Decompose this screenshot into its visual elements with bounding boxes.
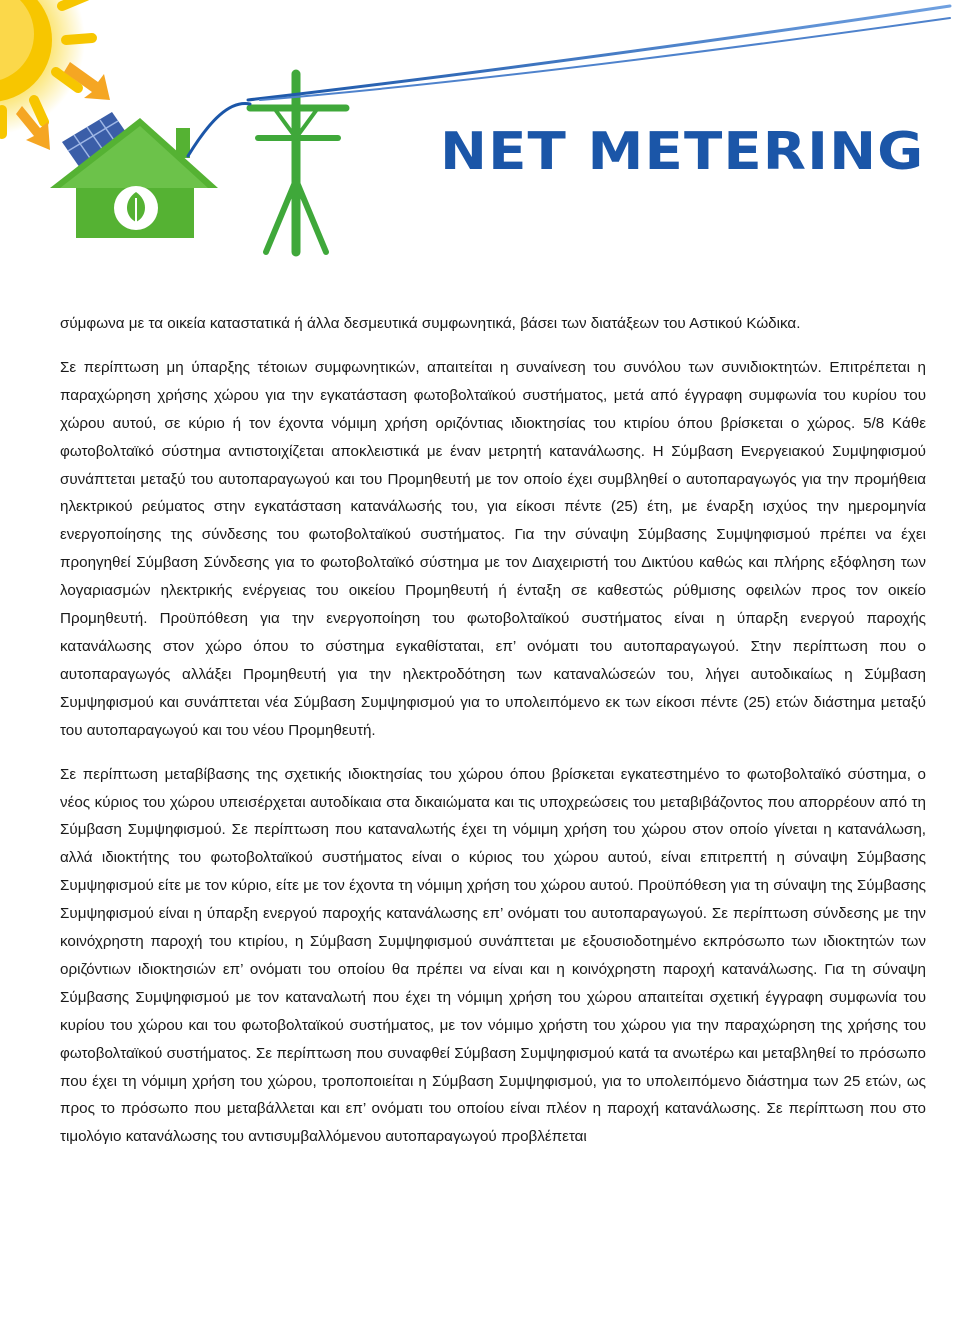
power-pole-icon [250, 74, 346, 252]
logo-title: NET METERING [440, 122, 925, 182]
document-body [60, 310, 926, 1167]
paragraph: σύμφωνα με τα οικεία καταστατικά ή άλλα δεσμευτικά συμφωνητικά, βάσει των διατάξεων του Αστικού Κώδικα. [60, 315, 801, 332]
net-metering-header [0, 0, 960, 260]
sun-icon [0, 0, 92, 135]
paragraph: Σε περίπτωση μεταβίβασης της σχετικής ιδιοκτησίας του χώρου όπου βρίσκεται εγκατεστημένο το φωτοβολταϊκό σύστημα, ο νέος κύριος του χώρου υπεισέρχεται αυτοδίκαια στα δικαιώματα και τις υποχρεώσεις του μεταβιβάζοντος που απορρέουν από τη Σύμβαση Συμψηφισμού. Σε περίπτωση που καταναλωτής έχει τη νόμιμη χρήση του χώρου στον οποίο γίνεται η κατανάλωση, αλλά ιδιοκτήτης του φωτοβολταϊκού συστήματος είναι ο κύριος του χώρου αυτού, είναι επιτρεπτή η σύναψη Σύμβασης Συμψηφισμού είτε με τον κύριο, είτε με τον έχοντα τη νόμιμη χρήση του χώρου αυτού. Προϋπόθεση για τη σύναψη της Σύμβασης Συμψηφισμού είναι η ύπαρξη ενεργού παροχής κατανάλωσης επ’ ονόματι του αυτοπαραγωγού. Σε περίπτωση σύνδεσης με την κοινόχρηστη παροχή του κτιρίου, η Σύμβαση Συμψηφισμού συνάπτεται με εξουσιοδοτημένο εκπρόσωπο των ιδιοκτητών των οριζόντιων ιδιοκτησιών επ’ ονόματι του οποίου θα πρέπει να είναι και η κοινόχρηστη παροχή κατανάλωσης. Για τη σύναψη Σύμβασης Συμψηφισμού με τον καταναλωτή που έχει τη νόμιμη χρήση του χώρου απαιτείται σχετική έγγραφη συμφωνία του κυρίου του χώρου και του φωτοβολταϊκού συστήματος, με τον νόμιμο χρήστη του χώρου για την παραχώρηση της χρήσης του φωτοβολταϊκού συστήματος. Σε περίπτωση που συναφθεί Σύμβαση Συμψηφισμού κατά τα ανωτέρω και μεταβληθεί το πρόσωπο που έχει τη νόμιμη χρήση του χώρου, τροποποιείται η Σύμβαση Συμψηφισμού, για το υπολειπόμενο διάστημα των 25 ετών, ως προς το πρόσωπο που μεταβάλλεται και επ’ ονόματι του οποίου είναι πλέον η παροχή κατανάλωσης. Σε περίπτωση που στο τιμολόγιο κατανάλωσης του αντισυμβαλλόμενου αυτοπαραγωγού προβλέπεται [60, 765, 926, 1146]
paragraph: Σε περίπτωση μη ύπαρξης τέτοιων συμφωνητικών, απαιτείται η συναίνεση του συνόλου των συνιδιοκτητών. Επιτρέπεται η παραχώρηση χρήσης χώρου για την εγκατάσταση φωτοβολταϊκού συστήματος, μετά από έγγραφη συμφωνία του κυρίου του χώρου αυτού, σε κύριο ή τον έχοντα νόμιμη χρήση οριζόντιας ιδιοκτησίας του κτιρίου όπου βρίσκεται ο χώρος. 5/8 Κάθε φωτοβολταϊκό σύστημα αντιστοιχίζεται αποκλειστικά με έναν μετρητή κατανάλωσης. Η Σύμβαση Ενεργειακού Συμψηφισμού συνάπτεται μεταξύ του αυτοπαραγωγού και του Προμηθευτή με τον οποίο έχει συμβληθεί ο αυτοπαραγωγός για την προμήθεια ηλεκτρικού ρεύματος στην εγκατάσταση κατανάλωσής του, για είκοσι πέντε (25) έτη, με έναρξη ισχύος την ημερομηνία ενεργοποίησης της σύνδεσης του φωτοβολταϊκού συστήματος. Για την σύναψη Σύμβασης Συμψηφισμού πρέπει να έχει προηγηθεί Σύμβαση Σύνδεσης για το φωτοβολταϊκό σύστημα με τον Διαχειριστή του Δικτύου καθώς και πλήρης εξόφληση των λογαριασμών ηλεκτρικής ενέργειας του οικείου Προμηθευτή ή ένταξη σε καθεστώς ρύθμισης οφειλών προς τον οικείο Προμηθευτή. Προϋπόθεση για την ενεργοποίηση του φωτοβολταϊκού συστήματος είναι η ύπαρξη ενεργού παροχής κατανάλωσης στον χώρο όπου το σύστημα εγκαθίσταται, επ’ ονόματι του αυτοπαραγωγού. Στην περίπτωση που ο αυτοπαραγωγός αλλάξει Προμηθευτή για την ηλεκτροδότηση των καταναλώσεών του, λήγει αυτοδικαίως η Σύμβαση Συμψηφισμού και συνάπτεται νέα Σύμβαση Συμψηφισμού για το υπολειπόμενο εκ των είκοσι πέντε (25) ετών διάστημα μεταξύ του αυτοπαραγωγού και του νέου Προμηθευτή. [60, 358, 926, 739]
leaf-icon [114, 186, 158, 230]
